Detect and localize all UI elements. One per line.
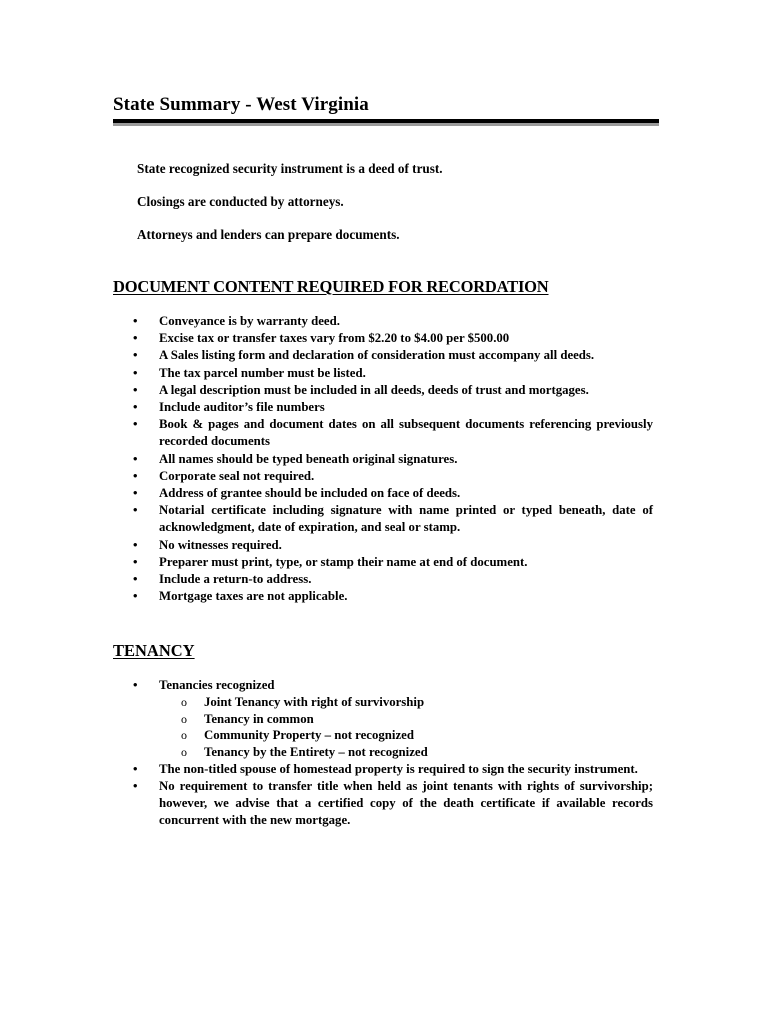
list-item	[113, 330, 653, 347]
tenancy-type: Joint Tenancy with right of survivorship	[204, 695, 425, 710]
list-item	[113, 313, 653, 330]
tenancy-type: Tenancy in common	[204, 711, 314, 726]
list-item-text: Corporate seal not required.	[159, 468, 315, 483]
list-item-text: Notarial certificate including signature with name printed or typed beneath, date of acknowledgment, date of expiration, and seal or stamp.	[159, 503, 653, 535]
circle-bullet-icon: o	[181, 711, 187, 726]
list-item-text: Address of grantee should be included on face of deeds.	[159, 486, 461, 501]
bullet-icon: •	[133, 348, 138, 363]
circle-bullet-icon: o	[181, 695, 187, 710]
circle-bullet-icon: o	[181, 728, 187, 743]
bullet-icon: •	[133, 486, 138, 501]
list-item	[113, 537, 653, 554]
list-item	[113, 502, 653, 536]
tenancy-type: Community Property – not recognized	[204, 728, 414, 743]
list-item	[113, 761, 653, 778]
list-item	[113, 347, 653, 364]
list-item	[113, 485, 653, 502]
bullet-icon: •	[133, 468, 138, 483]
list-item-text: Include a return-to address.	[159, 572, 312, 587]
tenancy-heading: TENANCY	[113, 641, 195, 660]
list-item-text: No witnesses required.	[159, 537, 282, 552]
intro-section	[137, 160, 443, 259]
list-item	[113, 588, 653, 605]
bullet-icon: •	[133, 572, 138, 587]
bullet-icon: •	[133, 451, 138, 466]
bullet-icon: •	[133, 365, 138, 380]
list-item	[113, 571, 653, 588]
list-item-text: Include auditor’s file numbers	[159, 400, 325, 415]
page-title: State Summary - West Virginia	[113, 94, 369, 115]
bullet-icon: •	[133, 778, 138, 793]
list-item-text: All names should be typed beneath original signatures.	[159, 451, 458, 466]
circle-bullet-icon: o	[181, 744, 187, 759]
list-item	[113, 382, 653, 399]
list-item-text: No requirement to transfer title when held as joint tenants with rights of survivorship; however, we advise that a certified copy of the death certificate if available records concurrent with the new mortgage.	[159, 778, 653, 828]
sub-list-item	[159, 744, 653, 761]
list-item-text: A Sales listing form and declaration of consideration must accompany all deeds.	[159, 348, 595, 363]
list-item-text: The tax parcel number must be listed.	[159, 365, 366, 380]
list-item-text: Conveyance is by warranty deed.	[159, 314, 340, 328]
bullet-icon: •	[133, 331, 138, 346]
tenancy-types-list	[159, 694, 653, 760]
tenancy-list	[113, 677, 653, 829]
list-item	[113, 677, 653, 761]
bullet-icon: •	[133, 554, 138, 569]
bullet-icon: •	[133, 678, 138, 692]
list-item-text: Excise tax or transfer taxes vary from $2.20 to $4.00 per $500.00	[159, 331, 510, 346]
tenancies-recognized-label: Tenancies recognized	[159, 678, 275, 692]
sub-list-item	[159, 694, 653, 711]
sub-list-item	[159, 727, 653, 744]
list-item-text: The non-titled spouse of homestead property is required to sign the security instrument.	[159, 761, 638, 776]
bullet-icon: •	[133, 382, 138, 397]
bullet-icon: •	[133, 503, 138, 518]
intro-line: Attorneys and lenders can prepare documents.	[137, 227, 400, 242]
list-item	[113, 554, 653, 571]
bullet-icon: •	[133, 761, 138, 776]
bullet-icon: •	[133, 589, 138, 604]
title-divider	[113, 119, 659, 126]
list-item	[113, 451, 653, 468]
bullet-icon: •	[133, 417, 138, 432]
list-item	[113, 778, 653, 830]
list-item	[113, 416, 653, 450]
list-item-text: A legal description must be included in all deeds, deeds of trust and mortgages.	[159, 382, 589, 397]
bullet-icon: •	[133, 400, 138, 415]
list-item	[113, 365, 653, 382]
sub-list-item	[159, 711, 653, 728]
list-item-text: Mortgage taxes are not applicable.	[159, 589, 348, 604]
tenancy-type: Tenancy by the Entirety – not recognized	[204, 744, 428, 759]
bullet-icon: •	[133, 314, 138, 328]
intro-line: State recognized security instrument is a deed of trust.	[137, 161, 443, 176]
intro-line: Closings are conducted by attorneys.	[137, 194, 344, 209]
list-item	[113, 399, 653, 416]
bullet-icon: •	[133, 537, 138, 552]
requirements-list	[113, 313, 653, 605]
list-item-text: Preparer must print, type, or stamp their name at end of document.	[159, 554, 528, 569]
list-item-text: Book & pages and document dates on all subsequent documents referencing previously recorded documents	[159, 417, 653, 449]
list-item	[113, 468, 653, 485]
requirements-heading: DOCUMENT CONTENT REQUIRED FOR RECORDATION	[113, 277, 549, 296]
